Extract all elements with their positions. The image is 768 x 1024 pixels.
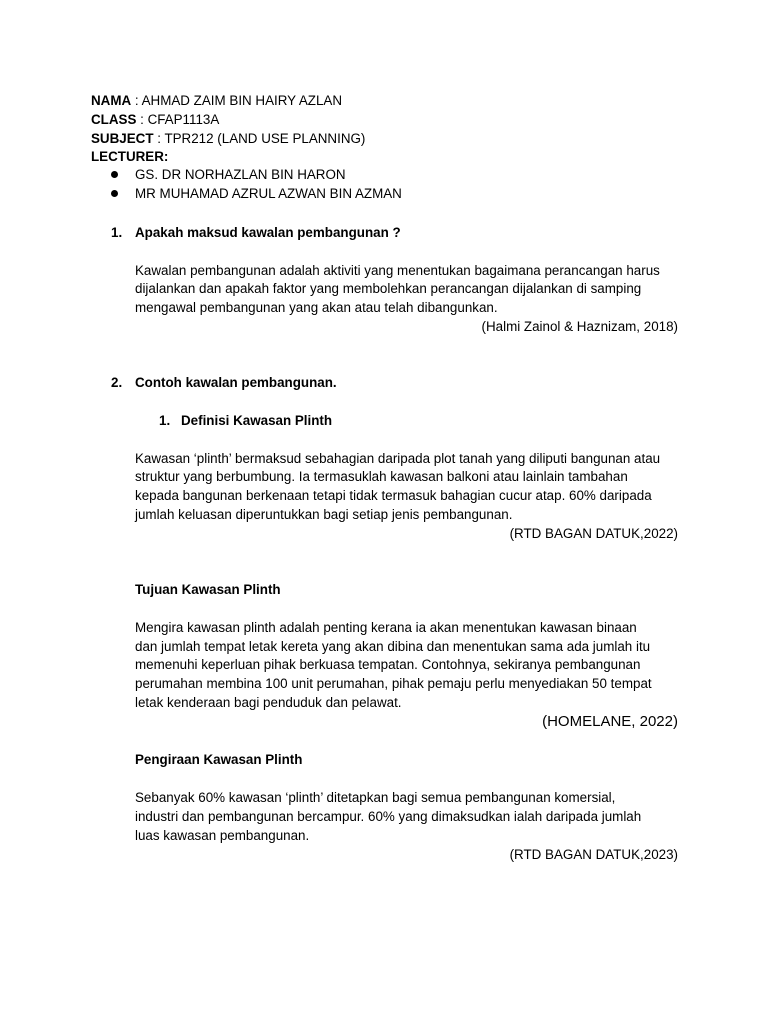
q1-heading: Apakah maksud kawalan pembangunan ? xyxy=(135,225,401,240)
q2-number: 2. xyxy=(111,375,123,390)
calc-paragraph-line: Sebanyak 60% kawasan ‘plinth’ ditetapkan bagi semua pembangunan komersial, xyxy=(135,790,616,805)
subject-label: SUBJECT xyxy=(91,131,154,146)
purpose-paragraph-line: dan jumlah tempat letak kereta yang akan dibina dan menentukan sama ada jumlah itu xyxy=(135,639,651,654)
q2-sub-number: 1. xyxy=(159,413,171,428)
calc-paragraph-line: luas kawasan pembangunan. xyxy=(135,828,310,843)
class-line xyxy=(91,111,219,129)
subject-line xyxy=(91,130,365,148)
q1-number: 1. xyxy=(111,225,123,240)
definition-paragraph-line: kepada bangunan berkenaan tetapi tidak termasuk bahagian cucur atap. 60% daripada xyxy=(135,488,652,503)
q2-heading: Contoh kawalan pembangunan. xyxy=(135,375,337,390)
calc-heading: Pengiraan Kawasan Plinth xyxy=(135,752,303,767)
class-label: CLASS xyxy=(91,112,137,127)
q1-paragraph-line: Kawalan pembangunan adalah aktiviti yang menentukan bagaimana perancangan harus xyxy=(135,263,660,278)
subject-value: : TPR212 (LAND USE PLANNING) xyxy=(157,131,366,146)
purpose-paragraph-line: perumahan membina 100 unit perumahan, pihak pemaju perlu menyediakan 50 tempat xyxy=(135,676,652,691)
purpose-paragraph-line: letak kenderaan bagi penduduk dan pelawat. xyxy=(135,695,402,710)
name-value: : AHMAD ZAIM BIN HAIRY AZLAN xyxy=(134,93,343,108)
name-label: NAMA xyxy=(91,93,132,108)
lecturer-item: MR MUHAMAD AZRUL AZWAN BIN AZMAN xyxy=(135,186,402,201)
purpose-paragraph-line: Mengira kawasan plinth adalah penting kerana ia akan menentukan kawasan binaan xyxy=(135,620,637,635)
q1-citation: (Halmi Zainol & Haznizam, 2018) xyxy=(481,319,678,334)
definition-paragraph-line: Kawasan ‘plinth’ bermaksud sebahagian daripada plot tanah yang diliputi bangunan atau xyxy=(135,451,661,466)
definition-paragraph-line: struktur yang berbumbung. Ia termasuklah kawasan balkoni atau lainlain tambahan xyxy=(135,469,628,484)
definition-heading: Definisi Kawasan Plinth xyxy=(181,413,333,428)
name-line xyxy=(91,92,342,110)
lecturer-item: GS. DR NORHAZLAN BIN HARON xyxy=(135,167,346,182)
calc-citation: (RTD BAGAN DATUK,2023) xyxy=(509,847,678,862)
calc-paragraph-line: industri dan pembangunan bercampur. 60% yang dimaksudkan ialah daripada jumlah xyxy=(135,809,642,824)
q1-paragraph-line: dijalankan dan apakah faktor yang membolehkan perancangan dijalankan di samping xyxy=(135,281,642,296)
definition-citation: (RTD BAGAN DATUK,2022) xyxy=(509,526,678,541)
lecturer-label: LECTURER: xyxy=(91,149,169,164)
purpose-paragraph-line: memenuhi keperluan pihak berkuasa tempatan. Contohnya, sekiranya pembangunan xyxy=(135,657,641,672)
definition-paragraph-line: jumlah keluasan diperuntukkan bagi setiap jenis pembangunan. xyxy=(135,507,513,522)
class-value: : CFAP1113A xyxy=(140,112,220,127)
bullet-icon xyxy=(111,190,118,197)
bullet-icon xyxy=(111,171,118,178)
purpose-citation: (HOMELANE, 2022) xyxy=(542,713,678,730)
purpose-heading: Tujuan Kawasan Plinth xyxy=(135,582,281,597)
q1-paragraph-line: mengawal pembangunan yang akan atau telah dibangunkan. xyxy=(135,300,498,315)
